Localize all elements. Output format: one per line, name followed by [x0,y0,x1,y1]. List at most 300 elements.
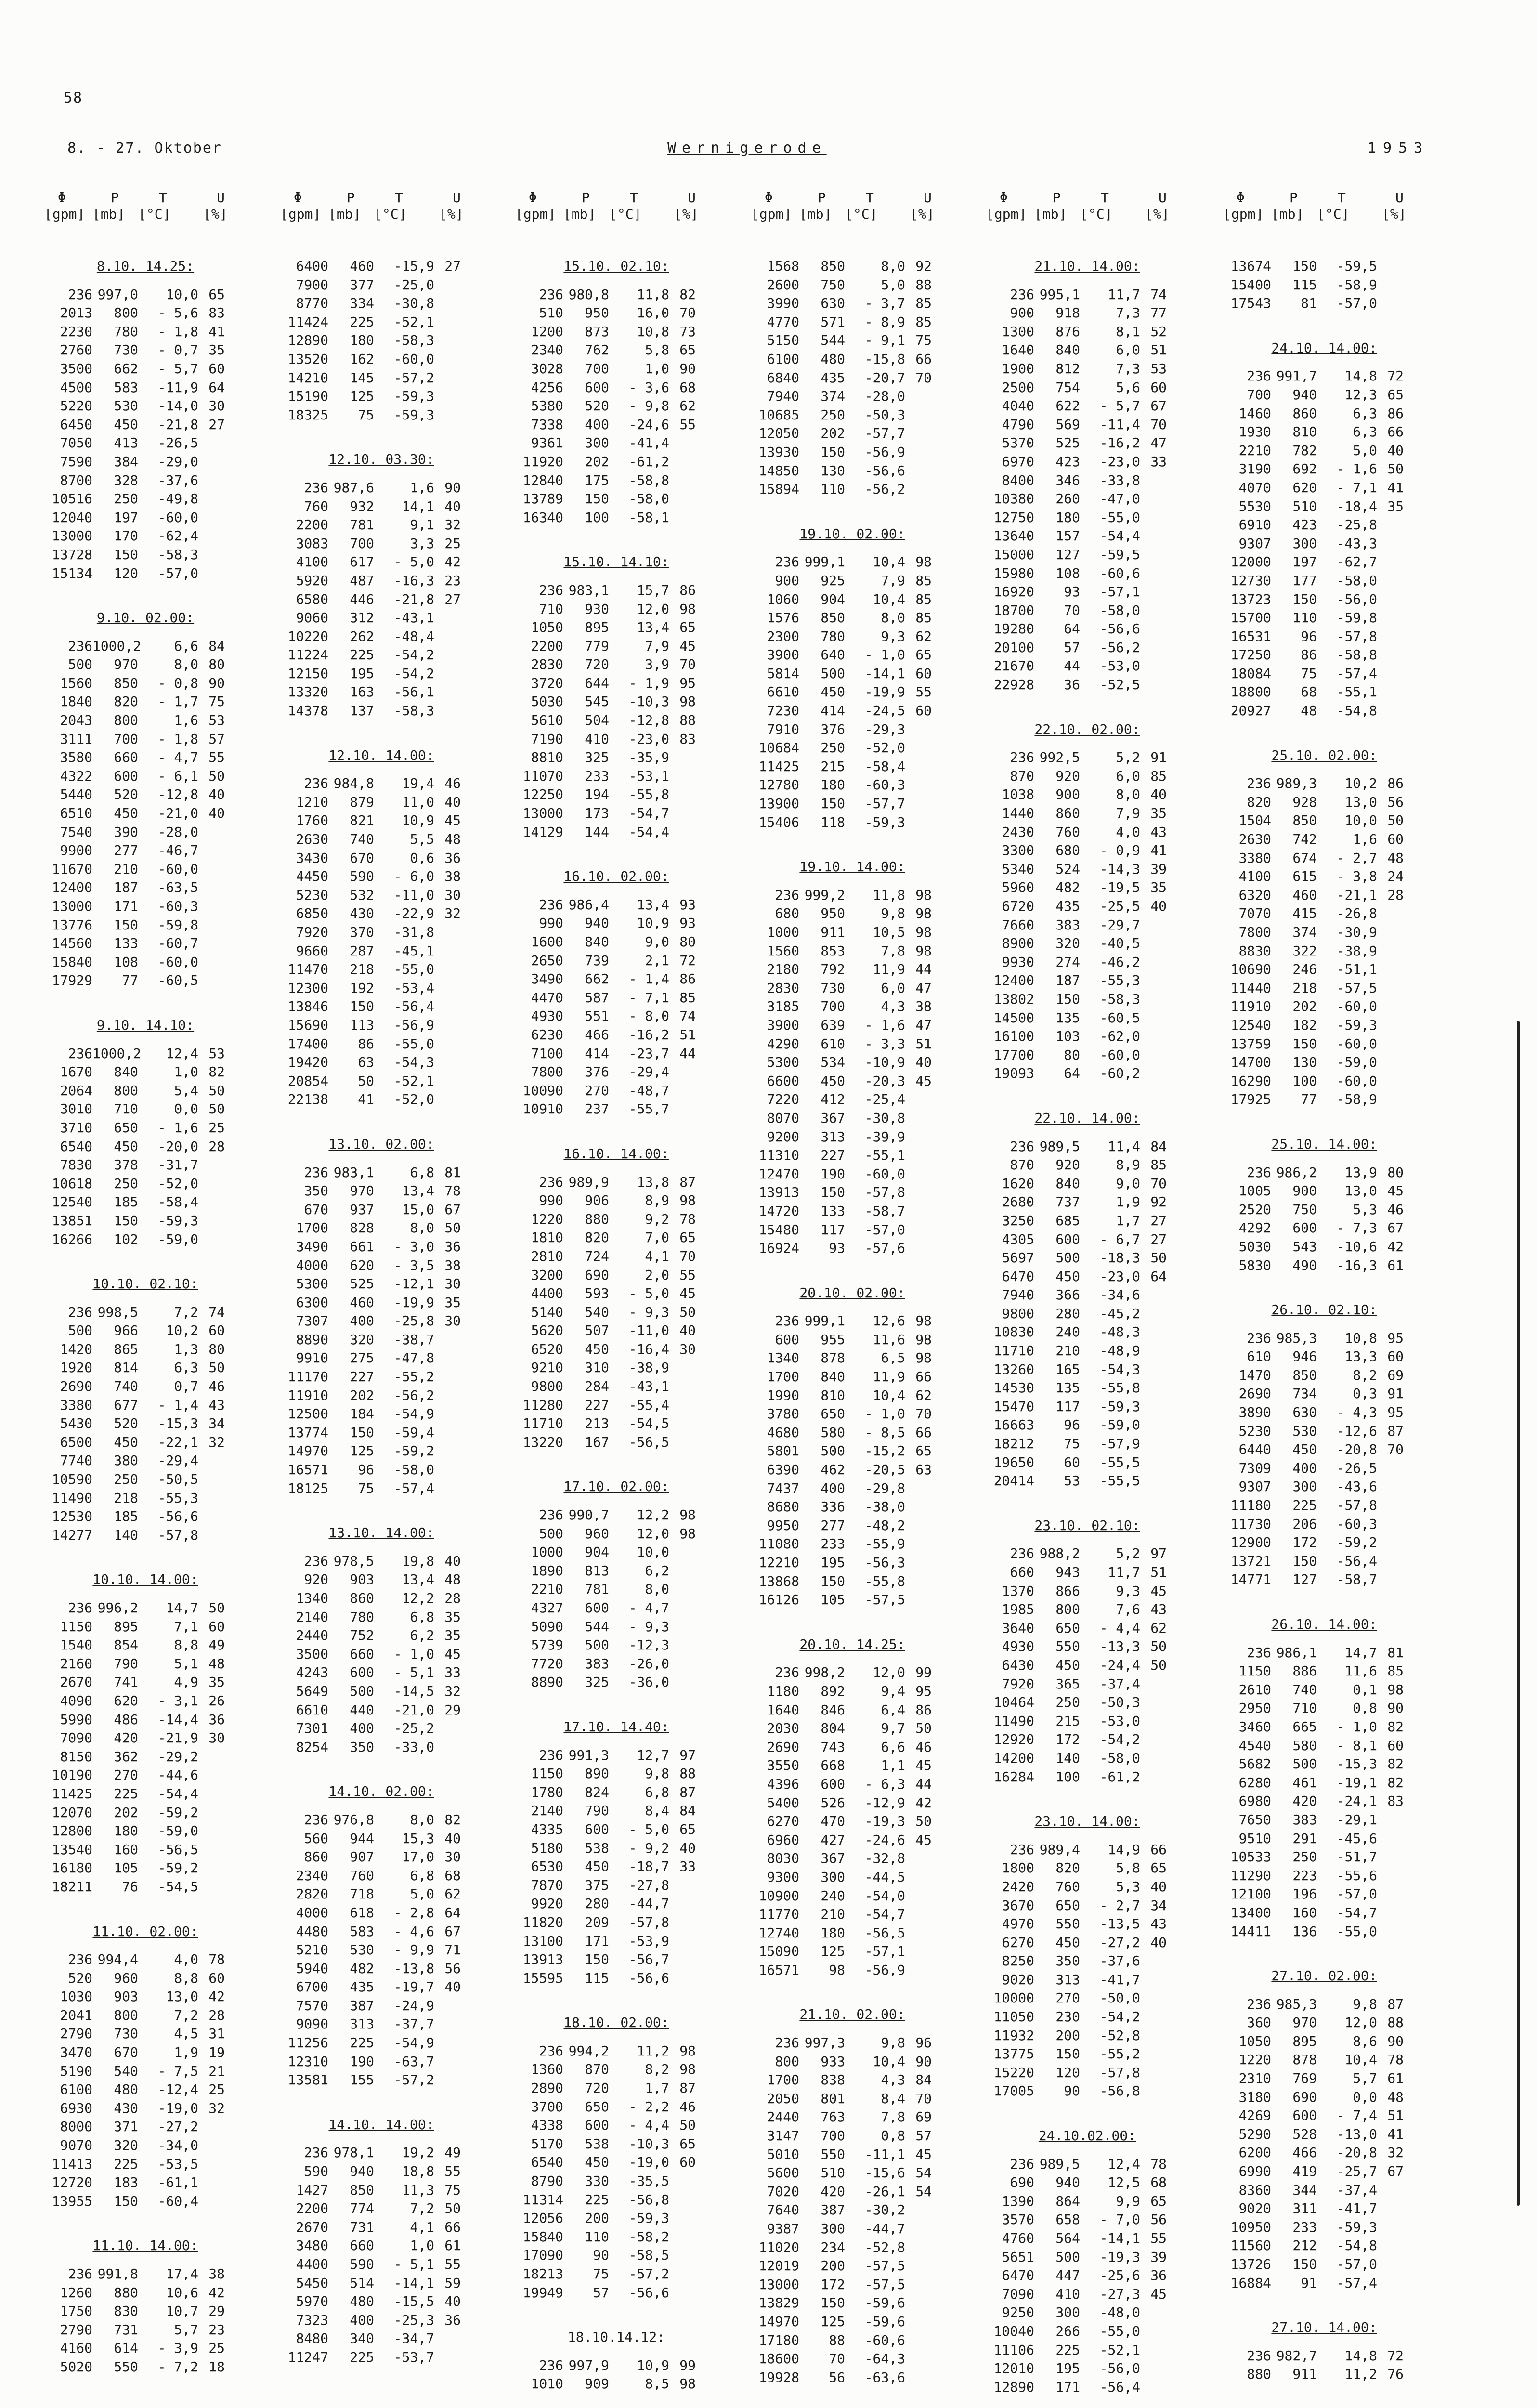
humidity-cell: 90 [1387,1700,1404,1716]
sounding-title: 26.10. 02.10: [1271,1302,1377,1318]
humidity-cell [669,1895,696,1913]
data-row [1223,1995,1425,2014]
geopotential-cell: 11730 [1230,1516,1271,1532]
data-row [280,960,482,979]
geopotential-cell: 13000 [52,528,92,544]
geopotential-cell: 1038 [1002,786,1034,803]
humidity-cell: 81 [444,1164,461,1180]
pressure-cell: 215 [821,758,845,774]
geopotential-cell: 4290 [767,1035,799,1052]
pressure-cell: 367 [821,1110,845,1126]
temperature-cell: -24,6 [628,416,669,432]
data-row [44,379,247,397]
data-row [751,2164,953,2183]
humidity-cell [905,424,932,443]
humidity-cell: 50 [208,1600,225,1616]
humidity-cell [1140,1749,1167,1768]
pressure-cell: 685 [1055,1212,1080,1229]
data-row [515,600,717,619]
geopotential-cell: 12890 [993,2379,1034,2395]
humidity-cell [669,2191,696,2210]
geopotential-cell: 1620 [1002,1175,1034,1191]
pressure-cell: 103 [1055,1028,1080,1045]
pressure-cell: 86 [1301,647,1317,663]
data-row [986,1286,1188,1305]
temperature-cell: - 6,3 [864,1776,905,1792]
temperature-cell: -44,7 [864,2221,905,2237]
pressure-cell: 133 [114,935,138,952]
column-1 [44,189,247,2403]
pressure-cell: 172 [821,2276,845,2292]
data-row [1223,1016,1425,1035]
geopotential-cell: 236 [68,1600,92,1616]
data-row [280,904,482,923]
temperature-cell: -15,3 [157,1415,198,1432]
data-row [986,2322,1188,2341]
temperature-cell: -37,4 [1336,2182,1377,2198]
header-symbol: Φ [294,190,302,206]
pressure-cell: 906 [585,1192,609,1209]
temperature-cell: - 1,4 [628,971,669,987]
temperature-cell: - 8,0 [628,1008,669,1024]
pressure-cell: 850 [821,610,845,626]
pressure-cell: 270 [585,1082,609,1099]
geopotential-cell: 236 [304,775,328,792]
temperature-cell: -59,3 [393,406,434,423]
humidity-cell: 65 [1150,2193,1167,2209]
geopotential-cell: 2160 [60,1655,92,1672]
temperature-cell: -52,0 [393,1091,434,1108]
humidity-cell [905,1146,932,1165]
data-row [986,2173,1188,2192]
sounding-block [986,2127,1188,2396]
humidity-cell [1140,1416,1167,1435]
temperature-cell: -57,1 [1099,584,1140,600]
temperature-cell: - 9,8 [628,398,669,414]
pressure-cell: 782 [1292,442,1317,458]
geopotential-cell: 11910 [1230,998,1271,1015]
temperature-cell: -11,9 [157,379,198,395]
geopotential-cell: 870 [1010,768,1034,784]
sounding-block [1223,339,1425,720]
humidity-cell [1377,683,1404,702]
data-row [751,1868,953,1887]
temperature-cell: 14,7 [166,1600,198,1616]
geopotential-cell: 3147 [767,2128,799,2144]
humidity-cell: 42 [208,2284,225,2301]
humidity-cell [905,2238,932,2257]
geopotential-cell: 1930 [1238,424,1271,440]
humidity-cell [434,1072,461,1091]
data-row [44,1711,247,1729]
pressure-cell: 480 [350,2293,374,2310]
humidity-cell [198,1766,225,1785]
temperature-cell: -55,7 [628,1101,669,1117]
data-row [1223,2365,1425,2384]
humidity-cell: 30 [444,1849,461,1865]
humidity-cell: 98 [679,2376,696,2392]
humidity-cell [1140,639,1167,657]
temperature-cell: 14,1 [402,498,434,514]
geopotential-cell: 1670 [60,1064,92,1080]
temperature-cell: -60,0 [1099,1047,1140,1063]
pressure-cell: 120 [1055,2064,1080,2081]
humidity-cell [434,942,461,961]
data-row [44,564,247,583]
temperature-cell: -60,3 [157,898,198,914]
data-row [986,1193,1188,1212]
geopotential-cell: 7050 [60,435,92,451]
geopotential-cell: 22138 [287,1091,328,1108]
data-row [751,646,953,665]
data-row [515,1396,717,1415]
pressure-cell: 895 [585,619,609,636]
geopotential-cell: 7940 [767,388,799,405]
geopotential-cell: 5960 [1002,879,1034,896]
humidity-cell: 67 [444,1923,461,1939]
geopotential-cell: 5210 [296,1942,328,1958]
humidity-cell [669,1359,696,1377]
pressure-cell: 909 [585,2376,609,2392]
geopotential-cell: 880 [1247,2366,1271,2382]
data-row [280,886,482,905]
data-row [515,2153,717,2172]
data-row [751,2294,953,2313]
data-row [1223,367,1425,386]
temperature-cell: -15,9 [393,258,434,274]
humidity-cell: 61 [1387,2070,1404,2087]
humidity-cell [1140,2082,1167,2101]
data-row [751,2257,953,2276]
pressure-cell: 769 [1292,2070,1317,2087]
geopotential-cell: 6430 [1002,1657,1034,1673]
data-row [986,2285,1188,2304]
humidity-cell [434,979,461,998]
data-row [280,350,482,369]
geopotential-cell: 17543 [1230,295,1271,312]
pressure-cell: 225 [114,1785,138,1802]
temperature-cell: -13,3 [1099,1638,1140,1655]
temperature-cell: -38,9 [628,1360,669,1376]
temperature-cell: - 6,0 [393,868,434,885]
geopotential-cell: 16884 [1230,2275,1271,2291]
pressure-cell: 225 [350,2349,374,2365]
geopotential-cell: 7301 [296,1720,328,1737]
pressure-cell: 435 [1055,898,1080,914]
data-row [1223,628,1425,646]
pressure-cell: 370 [350,924,374,940]
temperature-cell: 10,9 [402,812,434,829]
data-row [1223,257,1425,276]
pressure-cell: 760 [350,1867,374,1884]
sounding-block [751,257,953,499]
data-row [515,509,717,527]
humidity-cell [1377,572,1404,590]
pressure-cell: 415 [1292,905,1317,922]
humidity-cell: 30 [208,1730,225,1746]
geopotential-cell: 15406 [758,814,799,830]
geopotential-cell: 2440 [767,2109,799,2125]
temperature-cell: - 4,7 [628,1600,669,1616]
data-row [1223,1830,1425,1848]
humidity-cell [1140,990,1167,1009]
humidity-cell: 53 [208,1045,225,1061]
pressure-cell: 340 [350,2330,374,2347]
geopotential-cell: 11425 [52,1785,92,1802]
humidity-cell [1140,2341,1167,2360]
data-row [986,1009,1188,1028]
geopotential-cell: 13759 [1230,1035,1271,1052]
temperature-cell: 10,4 [873,1387,905,1403]
data-row [44,823,247,842]
data-row [44,2118,247,2136]
humidity-cell [198,434,225,453]
humidity-cell [905,1165,932,1184]
data-row [280,2199,482,2218]
humidity-cell: 35 [444,1609,461,1625]
humidity-cell [905,2257,932,2276]
pressure-cell: 950 [585,305,609,321]
data-row [280,1275,482,1294]
header-unit: [gpm] [751,206,792,222]
temperature-cell: - 3,1 [157,1692,198,1709]
data-row [751,1905,953,1924]
geopotential-cell: 1150 [60,1618,92,1635]
temperature-cell: -57,2 [628,2266,669,2282]
geopotential-cell: 14200 [993,1750,1034,1766]
data-row [986,1712,1188,1731]
geopotential-cell: 1420 [60,1341,92,1357]
pressure-cell: 545 [585,694,609,710]
humidity-cell: 67 [1387,2163,1404,2180]
pressure-cell: 70 [829,2351,845,2367]
humidity-cell: 92 [1150,1194,1167,1210]
humidity-cell: 82 [1387,1756,1404,1772]
temperature-cell: 15,7 [637,582,669,598]
pressure-cell: 180 [114,1823,138,1839]
sounding-title: 15.10. 02.10: [563,258,669,274]
header-unit: [mb] [799,206,832,222]
humidity-cell: 28 [1387,887,1404,903]
data-row [515,1525,717,1544]
geopotential-cell: 8830 [1238,942,1271,959]
temperature-cell: -59,2 [393,1443,434,1459]
pressure-cell: 524 [1055,861,1080,877]
pressure-cell: 53 [1064,1473,1080,1489]
temperature-cell: -48,3 [1099,1324,1140,1340]
geopotential-cell: 6300 [296,1294,328,1310]
temperature-cell: -60,5 [1099,1009,1140,1026]
humidity-cell: 78 [679,1211,696,1227]
data-row [515,1636,717,1655]
pressure-cell: 486 [114,1711,138,1727]
temperature-cell: -56,0 [1336,591,1377,607]
sounding-block [1223,2318,1425,2384]
humidity-cell: 95 [915,1683,932,1699]
geopotential-cell: 3500 [60,360,92,377]
temperature-cell: -14,4 [157,1711,198,1727]
data-row [751,257,953,276]
sounding-title: 17.10. 14.40: [563,1718,669,1735]
data-row [280,1811,482,1830]
sounding-block [751,1636,953,1980]
humidity-cell [198,1175,225,1193]
data-row [44,897,247,916]
geopotential-cell: 10220 [287,628,328,644]
pressure-cell: 880 [114,2284,138,2301]
humidity-cell [669,1655,696,1674]
pressure-cell: 63 [358,1054,374,1071]
column-2 [280,189,482,2393]
header-unit: [%] [203,206,228,222]
pressure-cell: 520 [585,398,609,414]
data-row [280,387,482,406]
data-row [44,1452,247,1470]
pressure-cell: 742 [1292,831,1317,848]
humidity-cell [1140,1435,1167,1453]
temperature-cell: - 9,3 [628,1304,669,1320]
geopotential-cell: 3200 [531,1267,563,1283]
data-row [280,1368,482,1387]
sounding-block [515,1478,717,1692]
pressure-cell: 197 [114,509,138,525]
humidity-cell: 98 [915,554,932,570]
temperature-cell: -34,0 [157,2137,198,2154]
geopotential-cell: 5090 [531,1618,563,1635]
humidity-cell: 83 [1387,1793,1404,1809]
humidity-cell: 25 [208,2081,225,2098]
data-row [515,1895,717,1913]
humidity-cell [1140,1286,1167,1305]
temperature-cell: -23,0 [1099,1268,1140,1284]
humidity-cell [434,683,461,702]
humidity-cell: 23 [444,572,461,589]
humidity-cell: 47 [915,1017,932,1033]
humidity-cell [669,1580,696,1599]
pressure-cell: 410 [1055,2286,1080,2302]
geopotential-cell: 700 [1247,386,1271,403]
temperature-cell: - 1,0 [864,647,905,663]
sounding-title: 21.10. 14.00: [1034,258,1140,274]
geopotential-cell: 4100 [1238,868,1271,885]
geopotential-cell: 6280 [1238,1774,1271,1791]
humidity-cell [1140,1730,1167,1749]
temperature-cell: -29,4 [157,1453,198,1469]
pressure-cell: 180 [350,332,374,349]
geopotential-cell: 3083 [296,535,328,551]
data-row [515,2209,717,2228]
pressure-cell: 743 [821,1739,845,1755]
column-header [1223,189,1425,228]
geopotential-cell: 8000 [60,2119,92,2135]
sounding-block [986,1812,1188,2101]
pressure-cell: 450 [821,1073,845,1089]
geopotential-cell: 13540 [52,1841,92,1858]
geopotential-cell: 7940 [1002,1287,1034,1303]
pressure-cell: 260 [1055,491,1080,507]
temperature-cell: 1,0 [174,1064,198,1080]
pressure-cell: 435 [821,369,845,386]
pressure-cell: 195 [821,1555,845,1570]
geopotential-cell: 13260 [993,1361,1034,1377]
data-row [515,1802,717,1820]
data-row [280,1885,482,1904]
geopotential-cell: 11020 [758,2239,799,2255]
pressure-cell: 661 [350,1238,374,1255]
geopotential-cell: 9361 [531,435,563,451]
data-row [1223,997,1425,1016]
humidity-cell: 42 [1387,1238,1404,1255]
humidity-cell: 93 [679,896,696,913]
temperature-cell: -11,0 [628,1322,669,1339]
humidity-cell [198,1212,225,1230]
header-unit: [gpm] [1223,206,1264,222]
temperature-cell: -55,0 [1099,2323,1140,2339]
humidity-cell: 67 [1150,398,1167,414]
data-row [280,1719,482,1738]
temperature-cell: -57,8 [1099,2064,1140,2081]
geopotential-cell: 4160 [60,2340,92,2356]
data-row [751,1775,953,1794]
geopotential-cell: 590 [304,2163,328,2180]
pressure-cell: 800 [114,305,138,321]
humidity-cell: 90 [1387,2033,1404,2049]
pressure-cell: 879 [350,794,374,810]
humidity-cell: 40 [444,1830,461,1846]
temperature-cell: -29,7 [1099,916,1140,933]
temperature-cell: 6,3 [1353,405,1377,421]
humidity-cell [1377,628,1404,646]
humidity-cell [198,1489,225,1508]
data-row [44,434,247,453]
humidity-cell [905,406,932,425]
temperature-cell: 5,1 [174,1655,198,1672]
data-row [1223,2069,1425,2088]
data-row [1223,1867,1425,1885]
geopotential-cell: 6700 [296,1979,328,1995]
data-row [280,1035,482,1054]
geopotential-cell: 14720 [758,1203,799,1219]
pressure-cell: 57 [1064,639,1080,655]
temperature-cell: -53,4 [393,980,434,996]
humidity-cell: 19 [208,2044,225,2061]
humidity-cell: 70 [915,2090,932,2107]
data-row [280,331,482,350]
pressure-cell: 135 [1055,1380,1080,1396]
pressure-cell: 987,6 [333,479,374,496]
data-row [986,1398,1188,1416]
geopotential-cell: 2690 [767,1739,799,1755]
geopotential-cell: 18211 [52,1878,92,1895]
pressure-cell: 250 [114,1175,138,1191]
pressure-cell: 44 [1064,658,1080,674]
pressure-cell: 80 [1064,1047,1080,1063]
geopotential-cell: 8770 [296,295,328,312]
humidity-cell [434,628,461,646]
header-symbol: P [818,190,826,206]
temperature-cell: 6,5 [881,1350,905,1366]
pressure-cell: 450 [1292,1441,1317,1458]
humidity-cell [669,2246,696,2265]
temperature-cell: -15,5 [393,2293,434,2310]
geopotential-cell: 14411 [1230,1923,1271,1939]
geopotential-cell: 236 [1010,1841,1034,1858]
data-row [280,646,482,665]
temperature-cell: -58,0 [1099,602,1140,618]
humidity-cell [1140,676,1167,694]
data-row [515,2191,717,2210]
data-row [986,323,1188,341]
